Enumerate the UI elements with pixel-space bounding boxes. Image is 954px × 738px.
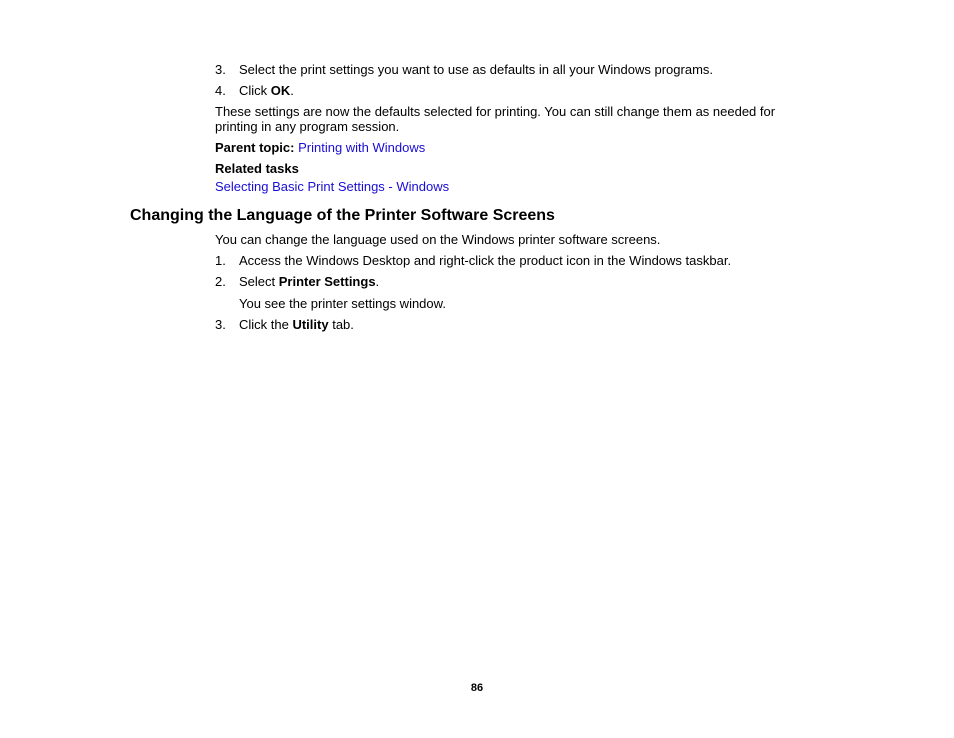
step-text-post: tab. (328, 317, 354, 332)
related-task-link[interactable]: Selecting Basic Print Settings - Windows (215, 179, 450, 194)
step-text-post: . (290, 83, 294, 98)
related-tasks-label: Related tasks (215, 161, 299, 176)
step-text (239, 83, 294, 98)
step-text: Select the print settings you want to use as defaults in all your Windows programs. (239, 62, 714, 77)
step-text (239, 317, 354, 332)
step-number: 1. (215, 253, 226, 268)
step-text-pre: Select (239, 274, 279, 289)
step-number: 3. (215, 62, 226, 77)
printer-settings-label: Printer Settings (278, 274, 376, 289)
step-text-pre: Click the (239, 317, 293, 332)
parent-topic-label: Parent topic: (215, 140, 295, 155)
step-text (239, 274, 379, 289)
step-text: Access the Windows Desktop and right-click the product icon in the Windows taskbar. (239, 253, 732, 268)
defaults-paragraph-line2: printing in any program session. (215, 119, 400, 134)
parent-topic-link[interactable]: Printing with Windows (298, 140, 426, 155)
section-intro: You can change the language used on the Windows printer software screens. (215, 232, 661, 247)
utility-tab-label: Utility (292, 317, 329, 332)
defaults-paragraph-line1: These settings are now the defaults selected for printing. You can still change them as needed for (215, 104, 776, 119)
ok-label: OK (270, 83, 291, 98)
section-heading: Changing the Language of the Printer Software Screens (130, 207, 555, 224)
step-number: 4. (215, 83, 226, 98)
page-number: 86 (470, 682, 484, 694)
step-text-pre: Click (239, 83, 271, 98)
parent-topic (215, 140, 425, 155)
step-number: 3. (215, 317, 226, 332)
step-number: 2. (215, 274, 226, 289)
step-text-post: . (375, 274, 380, 289)
step-result-note: You see the printer settings window. (239, 296, 446, 311)
